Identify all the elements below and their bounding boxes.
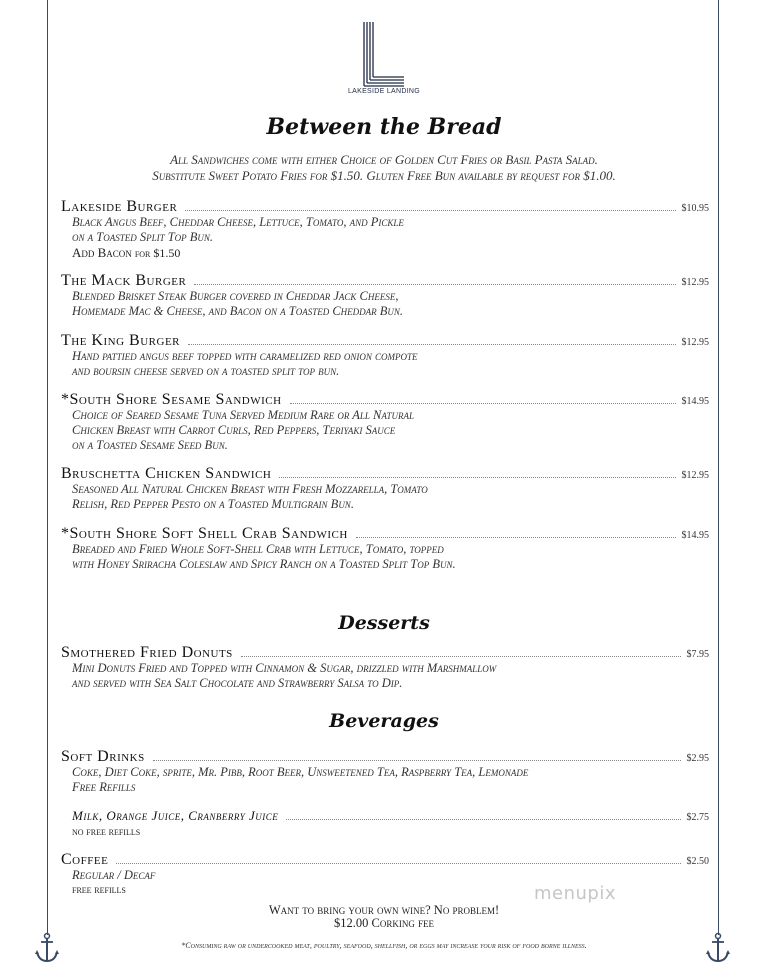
wine-note-line-1: Want to bring your own wine? No problem! [268, 903, 500, 917]
item-description: Hand pattied angus beef topped with caramelized red onion compote [72, 349, 418, 363]
item-description: Blended Brisket Steak Burger covered in Cheddar Jack Cheese, [72, 289, 399, 303]
menu-item-soft-drinks [61, 748, 709, 795]
wine-note-line-2: $12.00 Corking fee [334, 916, 434, 930]
item-name: *South Shore Soft Shell Crab Sandwich [61, 525, 348, 542]
dot-leader [194, 284, 675, 285]
menu-item-sesame-sandwich [61, 391, 709, 453]
item-description: Seasoned All Natural Chicken Breast with Fresh Mozzarella, Tomato [72, 482, 428, 496]
dot-leader [153, 760, 681, 761]
intro-line-2: Substitute Sweet Potato Fries for $1.50. Gluten Free Bun available by request for $1.00. [152, 168, 616, 183]
item-name: The Mack Burger [61, 272, 187, 289]
item-price: $2.50 [686, 856, 709, 867]
item-name: Milk, Orange Juice, Cranberry Juice [72, 808, 279, 823]
section-title-beverages: Beverages [329, 710, 439, 732]
item-description: Choice of Seared Sesame Tuna Served Medium Rare or All Natural [72, 408, 415, 422]
section-title-bread: Between the Bread [266, 114, 502, 140]
item-addon [72, 245, 709, 261]
menu-item-crab-sandwich [61, 525, 709, 572]
item-description: Chicken Breast with Carrot Curls, Red Peppers, Teriyaki Sauce [72, 423, 396, 437]
item-description: free refills [72, 884, 126, 896]
item-price: $12.95 [681, 470, 709, 481]
item-price: $7.95 [686, 649, 709, 660]
item-name: Smothered Fried Donuts [61, 644, 233, 661]
item-description: Regular / Decaf [72, 868, 156, 882]
item-description: Breaded and Fried Whole Soft-Shell Crab with Lettuce, Tomato, topped [72, 542, 444, 556]
dot-leader [356, 537, 676, 538]
menu-item-mack-burger [61, 272, 709, 319]
menu-item-lakeside-burger [61, 198, 709, 261]
item-price: $12.95 [681, 277, 709, 288]
item-price: $12.95 [681, 337, 709, 348]
dot-leader [188, 344, 676, 345]
item-description: Black Angus Beef, Cheddar Cheese, Lettuce, Tomato, and Pickle [72, 215, 404, 229]
item-description: Coke, Diet Coke, sprite, Mr. Pibb, Root Beer, Unsweetened Tea, Raspberry Tea, Lemonade [72, 765, 529, 779]
dot-leader [286, 819, 680, 820]
item-description: no free refills [72, 826, 141, 838]
item-name: Coffee [61, 851, 109, 868]
item-name: *South Shore Sesame Sandwich [61, 391, 282, 408]
item-description: with Honey Sriracha Coleslaw and Spicy Ranch on a Toasted Split Top Bun. [72, 557, 456, 571]
item-description: and boursin cheese served on a toasted split top bun. [72, 364, 340, 378]
item-price: $14.95 [681, 396, 709, 407]
item-description: and served with Sea Salt Chocolate and Strawberry Salsa to Dip. [72, 676, 403, 690]
logo-wordmark: LAKESIDE LANDING [347, 88, 421, 95]
dot-leader [290, 403, 676, 404]
food-safety-disclaimer: *Consuming raw or undercooked meat, poultry, seafood, shellfish, or eggs may increase your risk of food borne illness. [181, 941, 587, 950]
menu-item-fried-donuts [61, 644, 709, 691]
section-title-desserts: Desserts [338, 612, 430, 634]
dot-leader [185, 210, 675, 211]
dot-leader [279, 477, 675, 478]
menupix-watermark: menupix [534, 883, 617, 904]
frame-border-left [47, 0, 48, 935]
item-description: on a Toasted Sesame Seed Bun. [72, 438, 228, 452]
addon-label: Add Bacon [72, 245, 132, 260]
item-description: Free Refills [72, 780, 136, 794]
item-price: $10.95 [681, 203, 709, 214]
item-price: $2.95 [686, 753, 709, 764]
frame-border-right [718, 0, 719, 935]
menu-item-king-burger [61, 332, 709, 379]
item-name: The King Burger [61, 332, 180, 349]
item-description: Relish, Red Pepper Pesto on a Toasted Multigrain Bun. [72, 497, 354, 511]
menu-item-bruschetta-sandwich [61, 465, 709, 512]
item-description: Homemade Mac & Cheese, and Bacon on a Toasted Cheddar Bun. [72, 304, 404, 318]
item-name: Bruschetta Chicken Sandwich [61, 465, 272, 482]
item-name: Soft Drinks [61, 748, 145, 765]
intro-line-1: All Sandwiches come with either Choice of Golden Cut Fries or Basil Pasta Salad. [170, 152, 598, 167]
menu-item-milk-juice [61, 808, 709, 840]
item-description: Mini Donuts Fried and Topped with Cinnamon & Sugar, drizzled with Marshmallow [72, 661, 497, 675]
item-description: on a Toasted Split Top Bun. [72, 230, 214, 244]
dot-leader [241, 656, 681, 657]
item-price: $2.75 [686, 812, 709, 823]
addon-text: for $1.50 [134, 246, 181, 260]
dot-leader [116, 863, 680, 864]
item-name: Lakeside Burger [61, 198, 178, 215]
item-price: $14.95 [681, 530, 709, 541]
